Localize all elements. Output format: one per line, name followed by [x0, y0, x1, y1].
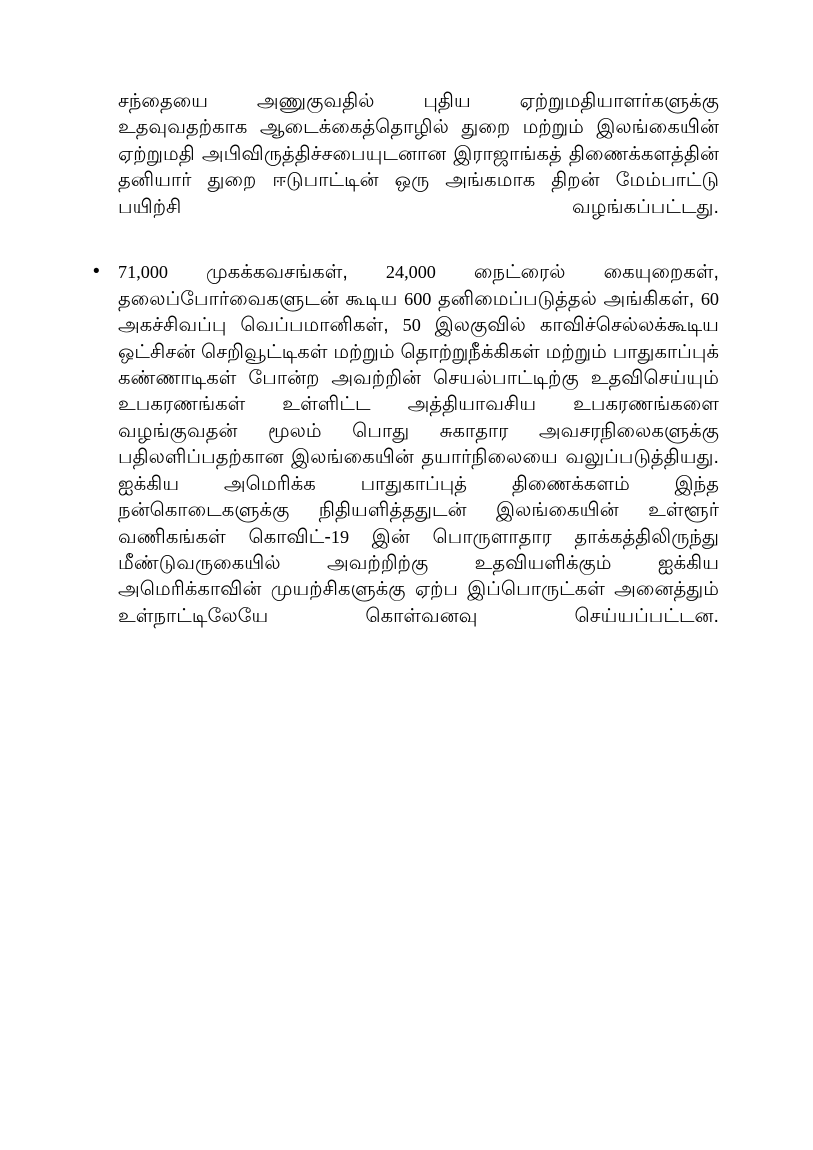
numeric-run: 60 — [700, 288, 720, 309]
tamil-run: இலகுவில் காவிச்செல்லக்கூடிய ஒட்சிசன் செறிவூட்டிகள் மற்றும் தொற்றுநீக்கிகள் மற்றும் பாதுகாப்புக் கண்ணாடிகள் போன்ற அவற்றின் செயல்பாட்டிற்கு உதவிசெய்யும் உபகரணங்கள் உள்ளிட்ட அத்தியாவசிய உபகரணங்களை வழங்குவதன் மூலம் பொது சுகாதார அவசரநிலைகளுக்கு பதிலளிப்பதற்கான இலங்கையின் தயார்நிலையை வலுப்படுத்தியது. ஐக்கிய அமெரிக்க பாதுகாப்புத் திணைக்களம் இந்த நன்கொடைகளுக்கு நிதியளித்ததுடன் இலங்கையின் உள்ளூர் வணிகங்கள் கொவிட்- — [118, 314, 719, 548]
bullet-list-item — [93, 259, 719, 655]
numeric-run: 600 — [404, 288, 432, 309]
tamil-run: நைட்ரைல் கையுறைகள், தலைப்போர்வைகளுடன் கூடிய — [118, 261, 720, 310]
document-body — [93, 88, 719, 656]
bullet-item-text — [118, 259, 719, 655]
tamil-run: இன் பொருளாதார தாக்கத்திலிருந்து மீண்டுவருகையில் அவற்றிற்கு உதவியளிக்கும் ஐக்கிய அமெரிக்காவின் முயற்சிகளுக்கு ஏற்ப இப்பொருட்கள் அனைத்தும் உள்நாட்டிலேயே கொள்வனவு செய்யப்பட்டன. — [118, 525, 719, 627]
numeric-run: 71,000 — [118, 262, 169, 283]
tamil-run: முகக்கவசங்கள், — [168, 261, 386, 284]
numeric-run: 19 — [330, 526, 350, 547]
bullet-marker: • — [93, 261, 100, 283]
paragraph-1: சந்தையை அணுகுவதில் புதிய ஏற்றுமதியாளர்களுக்கு உதவுவதற்காக ஆடைக்கைத்தொழில் துறை மற்றும் இலங்கையின் ஏற்றுமதி அபிவிருத்திச்சபையுடனான இராஜாங்கத் திணைக்களத்தின் தனியார் துறை ஈடுபாட்டின் ஒரு அங்கமாக திறன் மேம்பாட்டு பயிற்சி வழங்கப்பட்டது. — [118, 90, 719, 218]
tamil-run: அகச்சிவப்பு வெப்பமானிகள், — [118, 314, 403, 337]
numeric-run: 24,000 — [385, 262, 436, 283]
numeric-run: 50 — [402, 315, 421, 336]
tamil-run: தனிமைப்படுத்தல் அங்கிகள், — [431, 287, 701, 310]
